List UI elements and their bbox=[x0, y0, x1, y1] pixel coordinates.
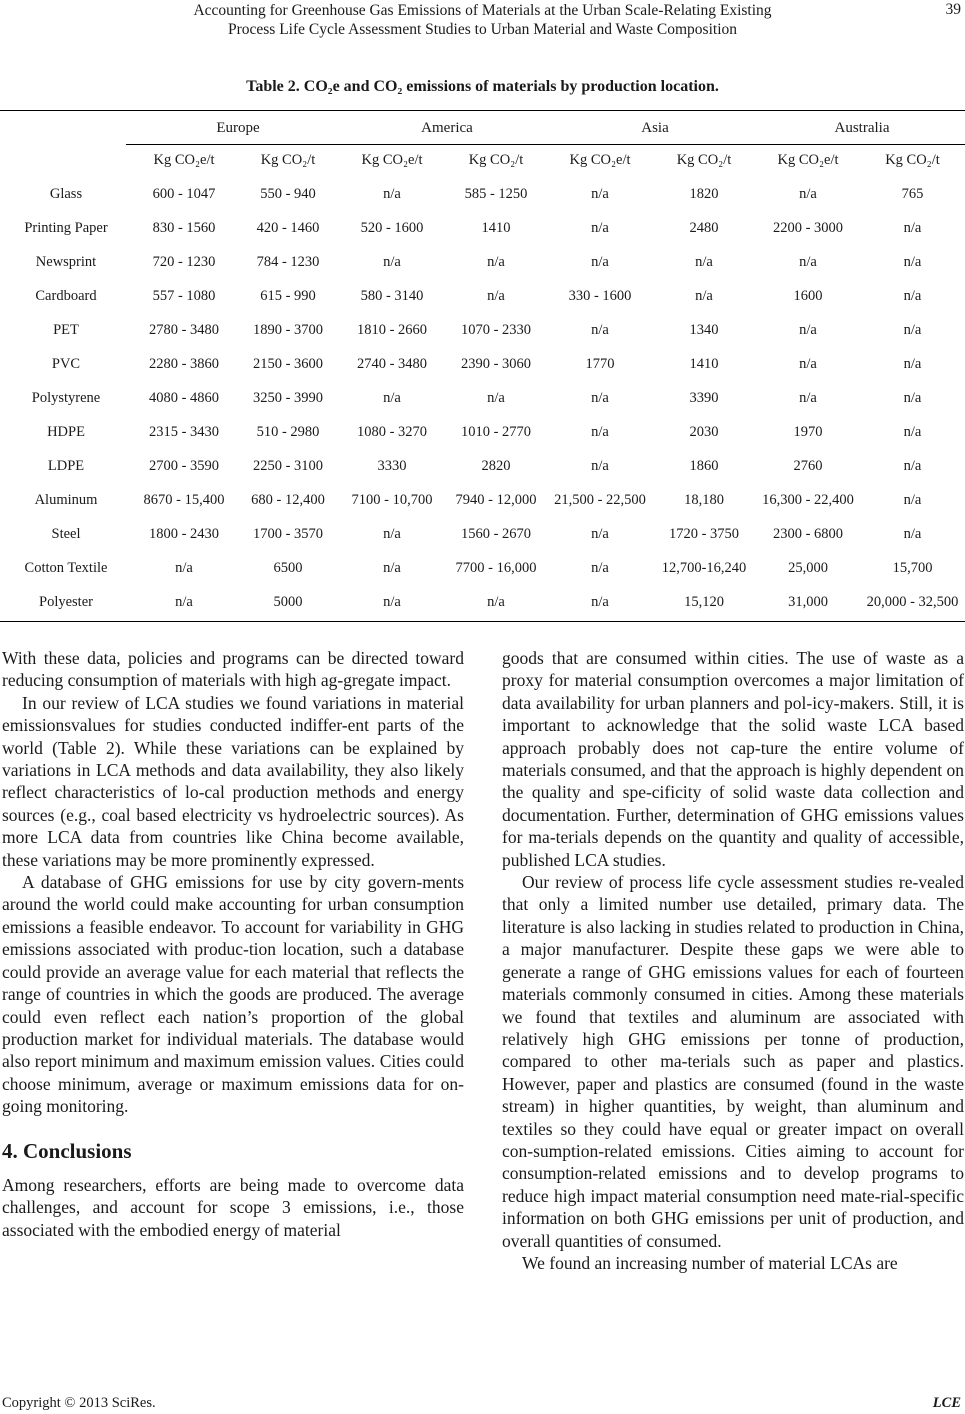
emission-value-cell: 7700 - 16,000 bbox=[455, 559, 537, 576]
emissions-table bbox=[0, 144, 965, 619]
table-row bbox=[0, 211, 965, 245]
emission-value-cell: 600 - 1047 bbox=[152, 185, 216, 202]
emission-value-cell: 1890 - 3700 bbox=[252, 321, 324, 338]
region-header-australia: Australia bbox=[834, 120, 890, 136]
emission-value-cell: 8670 - 15,400 bbox=[143, 491, 225, 508]
emission-value-cell: n/a bbox=[903, 525, 922, 542]
table-row bbox=[0, 245, 965, 279]
emission-value-cell: 2250 - 3100 bbox=[252, 457, 324, 474]
emission-value-cell: 1810 - 2660 bbox=[356, 321, 428, 338]
emission-value-cell: 615 - 990 bbox=[260, 287, 316, 304]
emission-value-cell: 585 - 1250 bbox=[464, 185, 528, 202]
emission-value-cell: n/a bbox=[383, 185, 401, 202]
emission-value-cell: n/a bbox=[591, 593, 609, 610]
table-top-rule bbox=[0, 110, 965, 111]
emission-value-cell: n/a bbox=[695, 253, 713, 270]
running-header bbox=[0, 0, 965, 46]
emission-value-cell: 2200 - 3000 bbox=[772, 219, 844, 236]
emission-value-cell: n/a bbox=[383, 389, 401, 406]
emission-value-cell: n/a bbox=[383, 593, 401, 610]
emission-value-cell: 1970 bbox=[793, 423, 823, 440]
emission-value-cell: 2780 - 3480 bbox=[148, 321, 220, 338]
emission-value-cell: 784 - 1230 bbox=[256, 253, 320, 270]
emission-value-cell: n/a bbox=[175, 593, 193, 610]
emission-value-cell: n/a bbox=[799, 355, 817, 372]
emission-value-cell: 3250 - 3990 bbox=[252, 389, 324, 406]
emission-value-cell: 1560 - 2670 bbox=[460, 525, 532, 542]
emission-value-cell: 2150 - 3600 bbox=[252, 355, 324, 372]
emission-value-cell: 2480 bbox=[689, 219, 719, 236]
emission-value-cell: n/a bbox=[903, 253, 922, 270]
material-name-cell: PET bbox=[53, 321, 79, 338]
emission-value-cell: 15,700 bbox=[892, 559, 933, 576]
emission-value-cell: 2740 - 3480 bbox=[356, 355, 428, 372]
emission-value-cell: n/a bbox=[383, 559, 401, 576]
emission-value-cell: n/a bbox=[591, 423, 609, 440]
emission-value-cell: 2390 - 3060 bbox=[460, 355, 532, 372]
paragraph: With these data, policies and programs can be directed toward reducing consumption of materials with high ag-gregate impact. bbox=[2, 648, 464, 691]
emission-value-cell: n/a bbox=[799, 185, 817, 202]
unit-header: Kg CO₂e/t bbox=[361, 152, 423, 168]
material-name-cell: Aluminum bbox=[34, 491, 98, 508]
emission-value-cell: 1820 bbox=[689, 185, 719, 202]
unit-header: Kg CO₂e/t bbox=[777, 152, 839, 168]
units-header-blank bbox=[0, 144, 132, 177]
emission-value-cell: 330 - 1600 bbox=[568, 287, 632, 304]
emission-value-cell: 1340 bbox=[689, 321, 719, 338]
emission-value-cell: 21,500 - 22,500 bbox=[554, 491, 646, 508]
unit-header: Kg CO₂/t bbox=[676, 152, 732, 168]
emission-value-cell: n/a bbox=[903, 491, 922, 508]
emission-value-cell: 2700 - 3590 bbox=[148, 457, 220, 474]
material-name-cell: LDPE bbox=[47, 457, 85, 474]
material-name-cell: HDPE bbox=[47, 423, 85, 440]
paragraph: A database of GHG emissions for use by city govern-ments around the world could make accounting for urban consumption emissions a feasible endeavor. To account for variability in GHG emissions associated with produc-tion location, such a database could provide an average value for each material that reflects the range of countries in which the goods are produced. The average could even reflect each nation’s proportion of the global production market for individual materials. The database would also report minimum and maximum emission values. Cities could choose minimum, average or maximum emissions data for on-going monitoring. bbox=[2, 872, 464, 1117]
table-row bbox=[0, 313, 965, 347]
emission-value-cell: 18,180 bbox=[684, 491, 724, 508]
emission-value-cell: 765 bbox=[901, 185, 924, 202]
emission-value-cell: n/a bbox=[487, 593, 505, 610]
table-bottom-rule bbox=[0, 621, 965, 622]
emission-value-cell: n/a bbox=[903, 457, 922, 474]
emission-value-cell: 12,700-16,240 bbox=[661, 559, 747, 576]
material-name-cell: Newsprint bbox=[35, 253, 97, 270]
emission-value-cell: 1410 bbox=[689, 355, 719, 372]
emission-value-cell: n/a bbox=[175, 559, 193, 576]
emission-value-cell: 1410 bbox=[481, 219, 511, 236]
emission-value-cell: 15,120 bbox=[684, 593, 724, 610]
emission-value-cell: 20,000 - 32,500 bbox=[866, 593, 959, 610]
emission-value-cell: 510 - 2980 bbox=[256, 423, 320, 440]
emission-value-cell: n/a bbox=[903, 321, 922, 338]
emission-value-cell: 520 - 1600 bbox=[360, 219, 424, 236]
material-name-cell: PVC bbox=[51, 355, 81, 372]
section-heading: 4. Conclusions bbox=[2, 1138, 132, 1163]
emission-value-cell: 1700 - 3570 bbox=[252, 525, 324, 542]
emission-value-cell: n/a bbox=[383, 253, 401, 270]
table-row bbox=[0, 585, 965, 619]
region-header-america: America bbox=[421, 120, 473, 136]
paragraph: goods that are consumed within cities. The use of waste as a proxy for material consumption overcomes a major limitation of data availability for urban planners and pol-icy-makers. Still, it is important to acknowledge that the solid waste LCA based approach probably does not cap-ture the entire volume of materials consumed, and that the approach is highly dependent on the quality and spe-cificity of solid waste data collection and documentation. Further, determination of GHG emissions values for ma-terials depends on the quantity and quality of accessible, published LCA studies. bbox=[502, 648, 964, 870]
emission-value-cell: n/a bbox=[591, 321, 609, 338]
table-row bbox=[0, 279, 965, 313]
table-row bbox=[0, 381, 965, 415]
paragraph: Our review of process life cycle assessment studies re-vealed that only a limited number use detailed, primary data. The literature is also lacking in studies related to production in China, a major manufacturer. Despite these gaps we were able to generate a range of GHG emissions values for each of fourteen materials commonly consumed in cities. Among these materials we found that textiles and aluminum are associated with relatively high GHG emissions per tonne of production, compared to other ma-terials such as paper and plastics. However, paper and plastics are consumed (found in the waste stream) in higher quantities, by weight, than aluminum and textiles so they could have equal or greater impact on overall con-sumption-related emissions. Cities aiming to account for consumption-related emissions and to develop programs to reduce high impact material consumption need mate-rial-specific information on both GHG emissions per unit of production, and overall quantities of consumed. bbox=[502, 872, 964, 1251]
material-name-cell: Printing Paper bbox=[24, 219, 108, 236]
emission-value-cell: 1860 bbox=[689, 457, 719, 474]
emission-value-cell: 420 - 1460 bbox=[256, 219, 320, 236]
emission-value-cell: 550 - 940 bbox=[260, 185, 316, 202]
paragraph: We found an increasing number of material LCAs are bbox=[522, 1252, 898, 1273]
emission-value-cell: 1720 - 3750 bbox=[668, 525, 740, 542]
unit-header: Kg CO₂/t bbox=[260, 152, 316, 168]
emission-value-cell: 2315 - 3430 bbox=[148, 423, 220, 440]
material-name-cell: Cotton Textile bbox=[24, 559, 108, 576]
emission-value-cell: n/a bbox=[487, 389, 505, 406]
emission-value-cell: 31,000 bbox=[788, 593, 828, 610]
running-header-line-2: Process Life Cycle Assessment Studies to Urban Material and Waste Composition bbox=[227, 21, 738, 38]
emission-value-cell: 1070 - 2330 bbox=[460, 321, 532, 338]
unit-header: Kg CO₂e/t bbox=[569, 152, 631, 168]
emission-value-cell: n/a bbox=[591, 389, 609, 406]
emission-value-cell: 7100 - 10,700 bbox=[351, 491, 433, 508]
emission-value-cell: 830 - 1560 bbox=[152, 219, 216, 236]
material-name-cell: Cardboard bbox=[35, 287, 97, 304]
paragraph: In our review of LCA studies we found variations in material emissionsvalues for studies conducted indiffer-ent parts of the world (Table 2). While these variations can be explained by variations in LCA methods and data availability, they also likely reflect characteristics of lo-cal production methods and energy sources (e.g., coal based electricity vs hydroelectric sources). As more LCA data from countries like China become available, these variations may be more prominently expressed. bbox=[2, 692, 464, 870]
journal-abbreviation: LCE bbox=[932, 1395, 961, 1411]
emission-value-cell: 720 - 1230 bbox=[152, 253, 216, 270]
running-header-line-1: Accounting for Greenhouse Gas Emissions of Materials at the Urban Scale-Relating Existing bbox=[193, 2, 772, 19]
emission-value-cell: 5000 bbox=[273, 593, 303, 610]
emission-value-cell: n/a bbox=[383, 525, 401, 542]
emission-value-cell: 16,300 - 22,400 bbox=[762, 491, 854, 508]
emission-value-cell: 2300 - 6800 bbox=[772, 525, 844, 542]
table-caption: Table 2. CO₂e and CO₂ emissions of materials by production location. bbox=[246, 78, 719, 95]
emission-value-cell: 3330 bbox=[377, 457, 407, 474]
material-name-cell: Steel bbox=[51, 525, 81, 542]
region-header-asia: Asia bbox=[641, 120, 669, 136]
emission-value-cell: 3390 bbox=[689, 389, 719, 406]
table-row bbox=[0, 483, 965, 517]
emission-value-cell: n/a bbox=[903, 219, 922, 236]
emission-value-cell: 557 - 1080 bbox=[152, 287, 216, 304]
unit-header: Kg CO₂/t bbox=[468, 152, 524, 168]
emission-value-cell: n/a bbox=[903, 389, 922, 406]
emission-value-cell: n/a bbox=[903, 287, 922, 304]
table-row bbox=[0, 517, 965, 551]
running-header-title bbox=[0, 1, 965, 39]
emission-value-cell: 2030 bbox=[689, 423, 719, 440]
emission-value-cell: n/a bbox=[487, 253, 505, 270]
emission-value-cell: n/a bbox=[591, 525, 609, 542]
emission-value-cell: 2820 bbox=[481, 457, 511, 474]
region-header-europe: Europe bbox=[216, 120, 260, 136]
emission-value-cell: 1010 - 2770 bbox=[460, 423, 532, 440]
emission-value-cell: 7940 - 12,000 bbox=[455, 491, 537, 508]
copyright-notice: Copyright © 2013 SciRes. bbox=[2, 1395, 156, 1411]
table-row bbox=[0, 551, 965, 585]
emission-value-cell: n/a bbox=[591, 559, 609, 576]
emission-value-cell: 1770 bbox=[585, 355, 615, 372]
emission-value-cell: n/a bbox=[903, 355, 922, 372]
emission-value-cell: n/a bbox=[799, 321, 817, 338]
units-header-row bbox=[0, 144, 965, 177]
left-text-column bbox=[2, 647, 464, 1241]
emission-value-cell: 2280 - 3860 bbox=[148, 355, 220, 372]
emission-value-cell: n/a bbox=[799, 253, 817, 270]
unit-header: Kg CO₂e/t bbox=[153, 152, 215, 168]
emission-value-cell: n/a bbox=[695, 287, 713, 304]
emission-value-cell: n/a bbox=[903, 423, 922, 440]
material-name-cell: Polystyrene bbox=[31, 389, 101, 406]
paragraph: Among researchers, efforts are being made to overcome data challenges, and account for scope 3 emissions, i.e., those associated with the embodied energy of material bbox=[2, 1174, 464, 1240]
emission-value-cell: 4080 - 4860 bbox=[148, 389, 220, 406]
table-row bbox=[0, 415, 965, 449]
emission-value-cell: 1800 - 2430 bbox=[148, 525, 220, 542]
emission-value-cell: n/a bbox=[591, 457, 609, 474]
material-name-cell: Glass bbox=[49, 185, 83, 202]
emission-value-cell: 580 - 3140 bbox=[360, 287, 424, 304]
emission-value-cell: 2760 bbox=[793, 457, 823, 474]
emission-value-cell: 680 - 12,400 bbox=[251, 491, 325, 508]
table-row bbox=[0, 177, 965, 211]
emission-value-cell: 1080 - 3270 bbox=[356, 423, 428, 440]
emission-value-cell: 25,000 bbox=[788, 559, 828, 576]
emission-value-cell: 6500 bbox=[273, 559, 303, 576]
emission-value-cell: 1600 bbox=[793, 287, 823, 304]
emission-value-cell: n/a bbox=[487, 287, 505, 304]
emission-value-cell: n/a bbox=[591, 185, 609, 202]
emission-value-cell: n/a bbox=[591, 219, 609, 236]
right-text-column bbox=[502, 647, 964, 1274]
material-name-cell: Polyester bbox=[39, 593, 93, 610]
emission-value-cell: n/a bbox=[591, 253, 609, 270]
emission-value-cell: n/a bbox=[799, 389, 817, 406]
unit-header: Kg CO₂/t bbox=[885, 152, 940, 168]
table-row bbox=[0, 347, 965, 381]
table-row bbox=[0, 449, 965, 483]
page-number: 39 bbox=[945, 1, 961, 18]
